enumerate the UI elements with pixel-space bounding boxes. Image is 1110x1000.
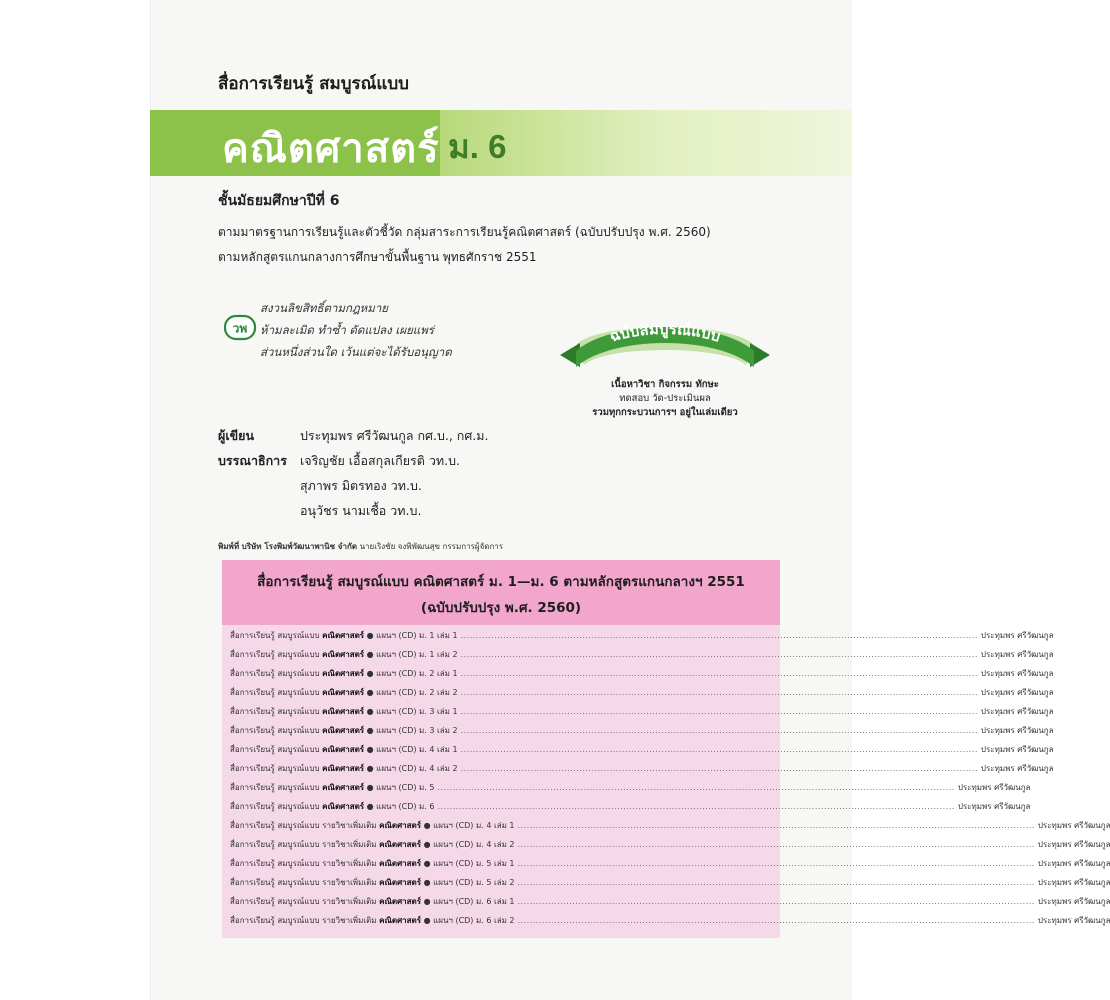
- list-item-volume: แผนฯ (CD) ม. 5 เล่ม 1: [433, 859, 515, 868]
- list-item: [230, 664, 1054, 683]
- bullet-icon: ●: [366, 802, 374, 811]
- list-item-author: ประทุมพร ศรีวัฒนกูล: [980, 726, 1054, 735]
- list-item-subject: คณิตศาสตร์: [322, 631, 365, 640]
- leader-dots: ..........................................................................................................................................................................: [517, 859, 1035, 868]
- leader-dots: ..........................................................................................................................................................................: [460, 688, 978, 697]
- list-item-title: [230, 629, 458, 642]
- badge-line-1: เนื้อหาวิชา กิจกรรม ทักษะ: [611, 379, 719, 390]
- bullet-icon: ●: [366, 726, 374, 735]
- list-item-volume: แผนฯ (CD) ม. 2 เล่ม 1: [376, 669, 458, 678]
- list-item-author: ประทุมพร ศรีวัฒนกูล: [980, 707, 1054, 716]
- list-item-title: [230, 857, 515, 870]
- list-item-prefix: สื่อการเรียนรู้ สมบูรณ์แบบ: [230, 764, 320, 773]
- badge-line-2: ทดสอบ วัด-ประเมินผล: [619, 393, 711, 404]
- leader-dots: ..........................................................................................................................................................................: [460, 745, 978, 754]
- bullet-icon: ●: [423, 916, 431, 925]
- list-item-prefix: สื่อการเรียนรู้ สมบูรณ์แบบ: [230, 802, 320, 811]
- leader-dots: ..........................................................................................................................................................................: [460, 669, 978, 678]
- list-item-extra: รายวิชาเพิ่มเติม: [322, 840, 377, 849]
- list-item-volume: แผนฯ (CD) ม. 4 เล่ม 1: [433, 821, 515, 830]
- list-item-subject: คณิตศาสตร์: [322, 726, 365, 735]
- bullet-icon: ●: [423, 878, 431, 887]
- list-item-volume: แผนฯ (CD) ม. 5: [376, 783, 435, 792]
- list-item-volume: แผนฯ (CD) ม. 1 เล่ม 1: [376, 631, 458, 640]
- list-item-prefix: สื่อการเรียนรู้ สมบูรณ์แบบ: [230, 650, 320, 659]
- copyright-line-2: ห้ามละเมิด ทำซ้ำ ดัดแปลง เผยแพร่: [260, 323, 434, 337]
- leader-dots: ..........................................................................................................................................................................: [517, 821, 1035, 830]
- list-item-title: [230, 819, 515, 832]
- bullet-icon: ●: [366, 783, 374, 792]
- leader-dots: ..........................................................................................................................................................................: [517, 840, 1035, 849]
- standard-line-1: ตามมาตรฐานการเรียนรู้และตัวชี้วัด กลุ่มสาระการเรียนรู้คณิตศาสตร์ (ฉบับปรับปรุง พ.ศ. 2560): [218, 225, 711, 239]
- list-item-subject: คณิตศาสตร์: [379, 859, 422, 868]
- series-label: สื่อการเรียนรู้ สมบูรณ์แบบ: [218, 74, 409, 94]
- publisher-company: บริษัท โรงพิมพ์วัฒนาพานิช จำกัด: [241, 542, 358, 551]
- badge-ribbon: [558, 315, 772, 377]
- list-item-prefix: สื่อการเรียนรู้ สมบูรณ์แบบ: [230, 897, 320, 906]
- list-item-subject: คณิตศาสตร์: [322, 669, 365, 678]
- list-item-prefix: สื่อการเรียนรู้ สมบูรณ์แบบ: [230, 745, 320, 754]
- list-item-author: ประทุมพร ศรีวัฒนกูล: [957, 802, 1031, 811]
- bullet-icon: ●: [366, 650, 374, 659]
- ribbon-text: ฉบับสมบูรณ์แบบ: [607, 319, 723, 346]
- list-item-title: [230, 667, 458, 680]
- list-item-extra: รายวิชาเพิ่มเติม: [322, 916, 377, 925]
- series-list-subtitle: (ฉบับปรับปรุง พ.ศ. 2560): [420, 600, 582, 616]
- leader-dots: ..........................................................................................................................................................................: [437, 802, 955, 811]
- list-item-subject: คณิตศาสตร์: [379, 821, 422, 830]
- list-item-subject: คณิตศาสตร์: [322, 802, 365, 811]
- list-item-author: ประทุมพร ศรีวัฒนกูล: [957, 783, 1031, 792]
- list-item-extra: รายวิชาเพิ่มเติม: [322, 821, 377, 830]
- bullet-icon: ●: [366, 631, 374, 640]
- list-item-prefix: สื่อการเรียนรู้ สมบูรณ์แบบ: [230, 783, 320, 792]
- leader-dots: ..........................................................................................................................................................................: [517, 897, 1035, 906]
- list-item-title: [230, 914, 515, 927]
- list-item-volume: แผนฯ (CD) ม. 6 เล่ม 1: [433, 897, 515, 906]
- bullet-icon: ●: [366, 669, 374, 678]
- series-list-title: สื่อการเรียนรู้ สมบูรณ์แบบ คณิตศาสตร์ ม. 1—ม. 6 ตามหลักสูตรแกนกลางฯ 2551: [257, 574, 745, 590]
- list-item: [230, 835, 1110, 854]
- list-item: [230, 854, 1110, 873]
- leader-dots: ..........................................................................................................................................................................: [460, 631, 978, 640]
- list-item-prefix: สื่อการเรียนรู้ สมบูรณ์แบบ: [230, 726, 320, 735]
- author-name: ประทุมพร ศรีวัฒนกูล กศ.บ., กศ.ม.: [300, 428, 489, 443]
- list-item-title: [230, 781, 435, 794]
- list-item-title: [230, 838, 515, 851]
- list-item: [230, 683, 1054, 702]
- list-item-volume: แผนฯ (CD) ม. 3 เล่ม 1: [376, 707, 458, 716]
- list-item-title: [230, 743, 458, 756]
- list-item-volume: แผนฯ (CD) ม. 6 เล่ม 2: [433, 916, 515, 925]
- list-item-prefix: สื่อการเรียนรู้ สมบูรณ์แบบ: [230, 878, 320, 887]
- leader-dots: ..........................................................................................................................................................................: [517, 916, 1035, 925]
- list-item: [230, 702, 1054, 721]
- list-item: [230, 740, 1054, 759]
- bullet-icon: ●: [423, 821, 431, 830]
- editor-role: บรรณาธิการ: [218, 453, 287, 468]
- list-item: [230, 816, 1110, 835]
- list-item-volume: แผนฯ (CD) ม. 3 เล่ม 2: [376, 726, 458, 735]
- list-item-subject: คณิตศาสตร์: [322, 764, 365, 773]
- list-item-subject: คณิตศาสตร์: [322, 650, 365, 659]
- leader-dots: ..........................................................................................................................................................................: [460, 650, 978, 659]
- leader-dots: ..........................................................................................................................................................................: [460, 764, 978, 773]
- series-list-header: [222, 560, 780, 625]
- list-item-prefix: สื่อการเรียนรู้ สมบูรณ์แบบ: [230, 688, 320, 697]
- publisher-label: พิมพ์ที่: [218, 542, 240, 551]
- list-item-title: [230, 876, 515, 889]
- list-item: [230, 759, 1054, 778]
- list-item-volume: แผนฯ (CD) ม. 1 เล่ม 2: [376, 650, 458, 659]
- list-item-subject: คณิตศาสตร์: [322, 783, 365, 792]
- list-item-subject: คณิตศาสตร์: [379, 878, 422, 887]
- bullet-icon: ●: [423, 859, 431, 868]
- list-item-author: ประทุมพร ศรีวัฒนกูล: [980, 745, 1054, 754]
- list-item-prefix: สื่อการเรียนรู้ สมบูรณ์แบบ: [230, 916, 320, 925]
- leader-dots: ..........................................................................................................................................................................: [517, 878, 1035, 887]
- list-item-author: ประทุมพร ศรีวัฒนกูล: [1037, 859, 1110, 868]
- list-item-volume: แผนฯ (CD) ม. 4 เล่ม 2: [433, 840, 515, 849]
- editor-name-2: สุภาพร มิตรทอง วท.บ.: [300, 478, 422, 493]
- list-item-title: [230, 686, 458, 699]
- list-item-extra: รายวิชาเพิ่มเติม: [322, 859, 377, 868]
- list-item: [230, 645, 1054, 664]
- list-item: [230, 873, 1110, 892]
- logo-text: วพ: [232, 321, 248, 336]
- leader-dots: ..........................................................................................................................................................................: [437, 783, 955, 792]
- list-item-subject: คณิตศาสตร์: [379, 916, 422, 925]
- title-band: [150, 110, 852, 176]
- bullet-icon: ●: [366, 688, 374, 697]
- bullet-icon: ●: [366, 707, 374, 716]
- list-item-prefix: สื่อการเรียนรู้ สมบูรณ์แบบ: [230, 669, 320, 678]
- list-item-author: ประทุมพร ศรีวัฒนกูล: [1037, 916, 1110, 925]
- list-item-extra: รายวิชาเพิ่มเติม: [322, 878, 377, 887]
- list-item-subject: คณิตศาสตร์: [322, 707, 365, 716]
- bullet-icon: ●: [366, 745, 374, 754]
- leader-dots: ..........................................................................................................................................................................: [460, 726, 978, 735]
- grade-level: ชั้นมัธยมศึกษาปีที่ 6: [218, 193, 340, 209]
- list-item: [230, 911, 1110, 930]
- list-item-author: ประทุมพร ศรีวัฒนกูล: [1037, 878, 1110, 887]
- author-role: ผู้เขียน: [218, 428, 255, 443]
- list-item-author: ประทุมพร ศรีวัฒนกูล: [980, 688, 1054, 697]
- list-item: [230, 892, 1110, 911]
- list-item-subject: คณิตศาสตร์: [322, 745, 365, 754]
- bullet-icon: ●: [423, 897, 431, 906]
- list-item-extra: รายวิชาเพิ่มเติม: [322, 897, 377, 906]
- list-item-volume: แผนฯ (CD) ม. 6: [376, 802, 435, 811]
- list-item-title: [230, 705, 458, 718]
- list-item-author: ประทุมพร ศรีวัฒนกูล: [1037, 897, 1110, 906]
- list-item-volume: แผนฯ (CD) ม. 5 เล่ม 2: [433, 878, 515, 887]
- list-item-volume: แผนฯ (CD) ม. 2 เล่ม 2: [376, 688, 458, 697]
- list-item-title: [230, 724, 458, 737]
- list-item-title: [230, 800, 435, 813]
- complete-edition-badge: [558, 315, 772, 430]
- series-list-box: [222, 560, 1110, 938]
- list-item-author: ประทุมพร ศรีวัฒนกูล: [980, 650, 1054, 659]
- copyright-line-3: ส่วนหนึ่งส่วนใด เว้นแต่จะได้รับอนุญาต: [260, 345, 452, 359]
- series-list-rows: [230, 626, 1110, 930]
- list-item: [230, 797, 1031, 816]
- list-item-author: ประทุมพร ศรีวัฒนกูล: [1037, 840, 1110, 849]
- list-item: [230, 626, 1054, 645]
- list-item-prefix: สื่อการเรียนรู้ สมบูรณ์แบบ: [230, 821, 320, 830]
- list-item-subject: คณิตศาสตร์: [322, 688, 365, 697]
- standard-line-2: ตามหลักสูตรแกนกลางการศึกษาขั้นพื้นฐาน พุทธศักราช 2551: [218, 250, 537, 264]
- list-item-title: [230, 762, 458, 775]
- editor-name-3: อนุวัชร นามเชื้อ วท.บ.: [300, 503, 422, 518]
- list-item-volume: แผนฯ (CD) ม. 4 เล่ม 1: [376, 745, 458, 754]
- grade-label: ม. 6: [448, 128, 507, 165]
- publisher-logo: [224, 315, 256, 340]
- list-item-subject: คณิตศาสตร์: [379, 840, 422, 849]
- book-title: คณิตศาสตร์: [222, 127, 440, 171]
- list-item-author: ประทุมพร ศรีวัฒนกูล: [980, 669, 1054, 678]
- copyright-line-1: สงวนลิขสิทธิ์ตามกฎหมาย: [260, 301, 389, 315]
- list-item-author: ประทุมพร ศรีวัฒนกูล: [1037, 821, 1110, 830]
- bullet-icon: ●: [366, 764, 374, 773]
- bullet-icon: ●: [423, 840, 431, 849]
- editor-name-1: เจริญชัย เอื้อสกุลเกียรติ วท.บ.: [300, 453, 460, 468]
- list-item-volume: แผนฯ (CD) ม. 4 เล่ม 2: [376, 764, 458, 773]
- list-item-title: [230, 895, 515, 908]
- leader-dots: ..........................................................................................................................................................................: [460, 707, 978, 716]
- list-item: [230, 778, 1031, 797]
- badge-line-3: รวมทุกกระบวนการฯ อยู่ในเล่มเดียว: [592, 407, 738, 418]
- list-item-prefix: สื่อการเรียนรู้ สมบูรณ์แบบ: [230, 707, 320, 716]
- list-item-author: ประทุมพร ศรีวัฒนกูล: [980, 764, 1054, 773]
- list-item: [230, 721, 1054, 740]
- list-item-prefix: สื่อการเรียนรู้ สมบูรณ์แบบ: [230, 859, 320, 868]
- list-item-subject: คณิตศาสตร์: [379, 897, 422, 906]
- list-item-title: [230, 648, 458, 661]
- publisher-line: [218, 540, 503, 553]
- list-item-prefix: สื่อการเรียนรู้ สมบูรณ์แบบ: [230, 840, 320, 849]
- list-item-prefix: สื่อการเรียนรู้ สมบูรณ์แบบ: [230, 631, 320, 640]
- list-item-author: ประทุมพร ศรีวัฒนกูล: [980, 631, 1054, 640]
- publisher-manager: นายเริงชัย จงพิพัฒนสุข กรรมการผู้จัดการ: [359, 542, 504, 551]
